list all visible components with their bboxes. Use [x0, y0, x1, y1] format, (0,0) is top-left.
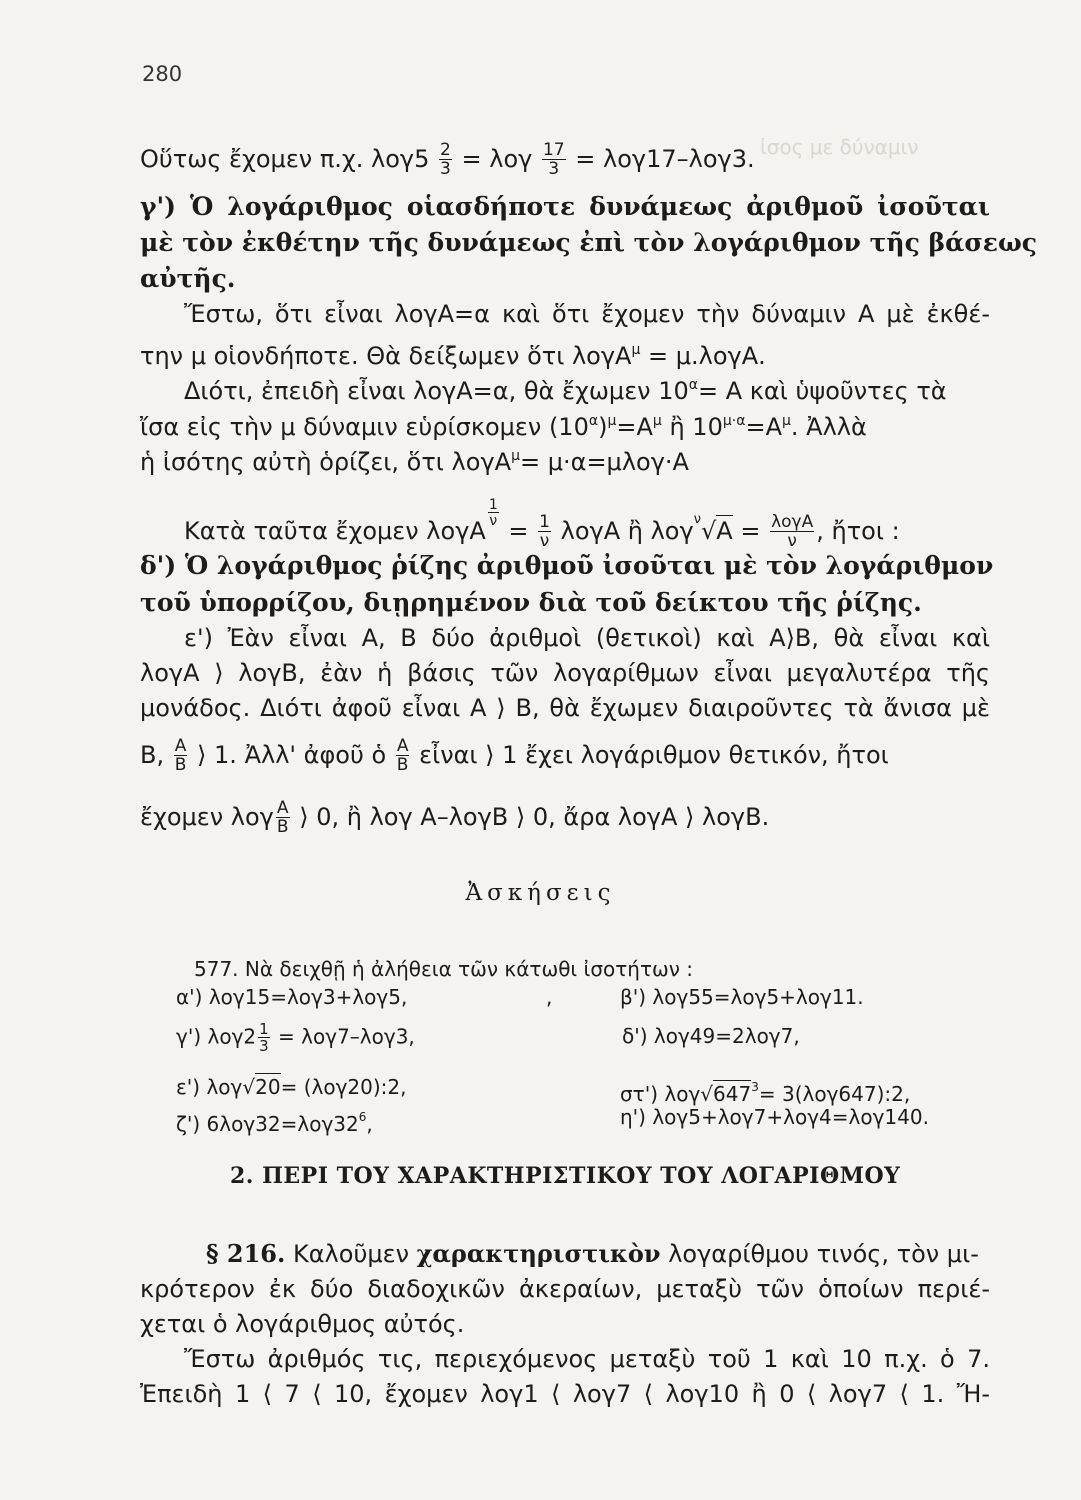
- numerator: Α: [174, 736, 187, 756]
- exercise-item-d: δ') λογ49=2λογ7,: [622, 1024, 800, 1048]
- paragraph-line: Ἐπειδὴ 1 ⟨ 7 ⟨ 10, ἔχομεν λογ1 ⟨ λογ7 ⟨ λογ10 ἢ 0 ⟨ λογ7 ⟨ 1. Ἤ-: [140, 1380, 990, 1408]
- text-run: ἴσα εἰς τὴν μ δύναμιν εὑρίσκομεν (10: [140, 413, 589, 441]
- numerator: 2: [440, 140, 451, 160]
- radicand: 647: [713, 1082, 752, 1106]
- text-run: = λογ7–λογ3,: [278, 1024, 415, 1049]
- numerator: Α: [396, 736, 409, 756]
- proposition-gamma-line-1: γ') Ὁ λογάριθμος οἱασδήποτε δυνάμεως ἀριθμοῦ ἰσοῦται: [140, 192, 990, 221]
- text-run: = λογ: [461, 145, 533, 173]
- fraction: [538, 514, 551, 550]
- denominator: Β: [396, 755, 409, 775]
- bleed-through-text: ἰσος με δύναμιν: [760, 135, 919, 159]
- radical-sign: √: [242, 1075, 256, 1099]
- text-run: Β,: [140, 741, 165, 769]
- numerator: 1: [539, 512, 550, 532]
- denominator: Β: [276, 817, 289, 837]
- paragraph-line: Ἔστω, ὅτι εἶναι λογΑ=α καὶ ὅτι ἔχομεν τὴν δύναμιν Α μὲ ἐκθέ-: [184, 300, 990, 328]
- fraction: [396, 738, 410, 774]
- text-run: Διότι, ἐπειδὴ εἶναι λογΑ=α, θὰ ἔχωμεν 10: [184, 377, 689, 405]
- fraction: [770, 514, 814, 550]
- denominator: ν: [489, 513, 498, 529]
- proposition-gamma-line-3: αὐτῆς.: [140, 264, 236, 293]
- text-run: = (λογ20):2,: [280, 1075, 407, 1099]
- fraction: [542, 142, 566, 178]
- text-run: Κατὰ ταῦτα ἔχομεν λογΑ: [184, 517, 486, 545]
- definition-line-2: κρότερον ἐκ δύο διαδοχικῶν ἀκεραίων, μεταξὺ τῶν ὁποίων περιέ-: [140, 1275, 990, 1303]
- text-run: ,: [366, 1112, 373, 1136]
- fraction: [258, 1022, 270, 1054]
- numerator: 1: [488, 497, 498, 513]
- fraction: [174, 738, 188, 774]
- paragraph-line: [140, 440, 990, 478]
- denominator: 3: [440, 159, 451, 179]
- text-run: λογαρίθμου τινός, τὸν μι-: [668, 1240, 979, 1268]
- text-run: στ') λογ: [620, 1082, 701, 1106]
- section-heading: 2. ΠΕΡΙ ΤΟΥ ΧΑΡΑΚΤΗΡΙΣΤΙΚΟΥ ΤΟΥ ΛΟΓΑΡΙΘΜΟΥ: [230, 1163, 901, 1189]
- text-run: λογΑ ἢ λογ: [560, 517, 694, 545]
- paragraph-line: [140, 738, 990, 774]
- paragraph-line: Ἔστω ἀριθμός τις, περιεχόμενος μεταξὺ τοῦ 1 καὶ 10 π.χ. ὁ 7.: [184, 1345, 990, 1373]
- paragraph-line: [140, 800, 990, 836]
- exercise-item-b: β') λογ55=λογ5+λογ11.: [620, 985, 864, 1009]
- numerator: Α: [276, 798, 289, 818]
- text-run: = Α καὶ ὑψοῦντες τὰ: [697, 377, 947, 405]
- defined-term: χαρακτηριστικὸν: [416, 1239, 661, 1268]
- text-run: =Α: [745, 413, 782, 441]
- text-run: =: [740, 517, 761, 545]
- exercise-item-e: [176, 1073, 407, 1101]
- text-run: ἔχομεν λογ: [140, 803, 274, 831]
- example-line: [140, 142, 990, 178]
- numerator: 17: [542, 140, 565, 160]
- paragraph-line: [140, 334, 990, 372]
- text-run: = λογ17–λογ3.: [575, 145, 755, 173]
- text-run: ): [598, 413, 608, 441]
- exercise-item-a: α') λογ15=λογ3+λογ5,: [176, 985, 408, 1009]
- exercise-separator: ,: [546, 985, 553, 1009]
- paragraph-line: λογΑ ⟩ λογΒ, ἐὰν ἡ βάσις τῶν λογαρίθμων εἶναι μεγαλυτέρα τῆς: [140, 659, 990, 687]
- definition-line-1: [206, 1238, 990, 1270]
- text-run: ζ') 6λογ32=λογ32: [176, 1112, 359, 1136]
- text-run: . Ἀλλὰ: [790, 413, 867, 441]
- radical-sign: √: [700, 517, 717, 545]
- paragraph-line: [140, 405, 990, 443]
- text-run: =Α: [616, 413, 653, 441]
- root-index: ν: [693, 512, 701, 527]
- exercise-item-g: [176, 1022, 415, 1054]
- paragraph-line: μονάδος. Διότι ἀφοῦ εἶναι Α ⟩ Β, θὰ ἔχωμεν διαιροῦντες τὰ ἄνισα μὲ: [140, 694, 990, 722]
- exercise-item-z: [176, 1103, 373, 1138]
- text-run: Οὕτως ἔχομεν π.χ. λογ5: [140, 145, 430, 173]
- radicand: 20: [255, 1075, 281, 1099]
- fraction: [276, 800, 290, 836]
- superscript: 3: [751, 1080, 759, 1094]
- proposition-delta-line-2: τοῦ ὑπορρίζου, διῃρημένον διὰ τοῦ δείκτου τῆς ῥίζης.: [140, 588, 922, 617]
- fraction-exponent: [488, 498, 499, 528]
- superscript: μ: [631, 342, 641, 358]
- superscript: μ: [511, 448, 520, 464]
- superscript: μ·α: [722, 413, 746, 429]
- denominator: 3: [542, 159, 566, 178]
- proposition-delta-line-1: δ') Ὁ λογάριθμος ῥίζης ἀριθμοῦ ἰσοῦται μὲ τὸν λογάριθμον: [140, 551, 994, 580]
- radical-sign: √: [700, 1082, 714, 1106]
- text-run: ἡ ἰσότης αὐτὴ ὁρίζει, ὅτι λογΑ: [140, 448, 512, 476]
- text-run: = μ·α=μλογ·Α: [519, 448, 689, 476]
- denominator: ν: [770, 531, 814, 550]
- paragraph-line: [184, 498, 1034, 550]
- proposition-gamma-line-2: μὲ τὸν ἐκθέτην τῆς δυνάμεως ἐπὶ τὸν λογάριθμον τῆς βάσεως: [140, 228, 1037, 257]
- exercises-title: Ἀσκήσεις: [465, 880, 616, 906]
- superscript: 6: [358, 1110, 367, 1124]
- superscript: μ: [652, 413, 662, 429]
- text-run: ἢ 10: [669, 413, 723, 441]
- text-run: =: [508, 517, 529, 545]
- superscript: μ: [607, 413, 617, 429]
- denominator: 3: [259, 1037, 269, 1055]
- numerator: λογΑ: [771, 512, 814, 532]
- page-number: 280: [142, 62, 183, 86]
- denominator: ν: [539, 531, 550, 551]
- text-run: ⟩ 1. Ἀλλ' ἀφοῦ ὁ: [197, 741, 387, 769]
- text-run: = μ.λογΑ.: [648, 342, 766, 370]
- text-run: την μ οἱονδήποτε. Θὰ δείξωμεν ὅτι λογΑ: [140, 342, 632, 370]
- exercise-intro: 577. Νὰ δειχθῇ ἡ ἀλήθεια τῶν κάτωθι ἰσοτήτων :: [194, 957, 694, 981]
- denominator: Β: [174, 755, 187, 775]
- exercise-item-h: η') λογ5+λογ7+λογ4=λογ140.: [620, 1105, 929, 1129]
- text-run: ε') λογ: [176, 1075, 243, 1099]
- text-run: γ') λογ2: [176, 1024, 257, 1049]
- superscript: α: [588, 413, 599, 429]
- paragraph-number: § 216.: [206, 1239, 286, 1268]
- superscript: α: [688, 377, 698, 393]
- text-run: , ἤτοι :: [816, 517, 900, 545]
- text-run: εἶναι ⟩ 1 ἔχει λογάριθμον θετικόν, ἤτοι: [419, 741, 889, 769]
- definition-line-3: χεται ὁ λογάριθμος αὐτός.: [140, 1310, 465, 1338]
- superscript: μ: [781, 413, 791, 429]
- paragraph-line: [184, 369, 1034, 407]
- fraction: [439, 142, 452, 178]
- numerator: 1: [259, 1020, 269, 1038]
- text-run: = 3(λογ647):2,: [758, 1082, 911, 1106]
- text-run: ⟩ 0, ἢ λογ Α–λογΒ ⟩ 0, ἄρα λογΑ ⟩ λογΒ.: [299, 803, 770, 831]
- radicand: Α: [716, 517, 733, 545]
- text-run: Καλοῦμεν: [293, 1240, 409, 1268]
- paragraph-line: ε') Ἐὰν εἶναι Α, Β δύο ἀριθμοὶ (θετικοὶ) καὶ Α⟩Β, θὰ εἶναι καὶ: [184, 624, 990, 652]
